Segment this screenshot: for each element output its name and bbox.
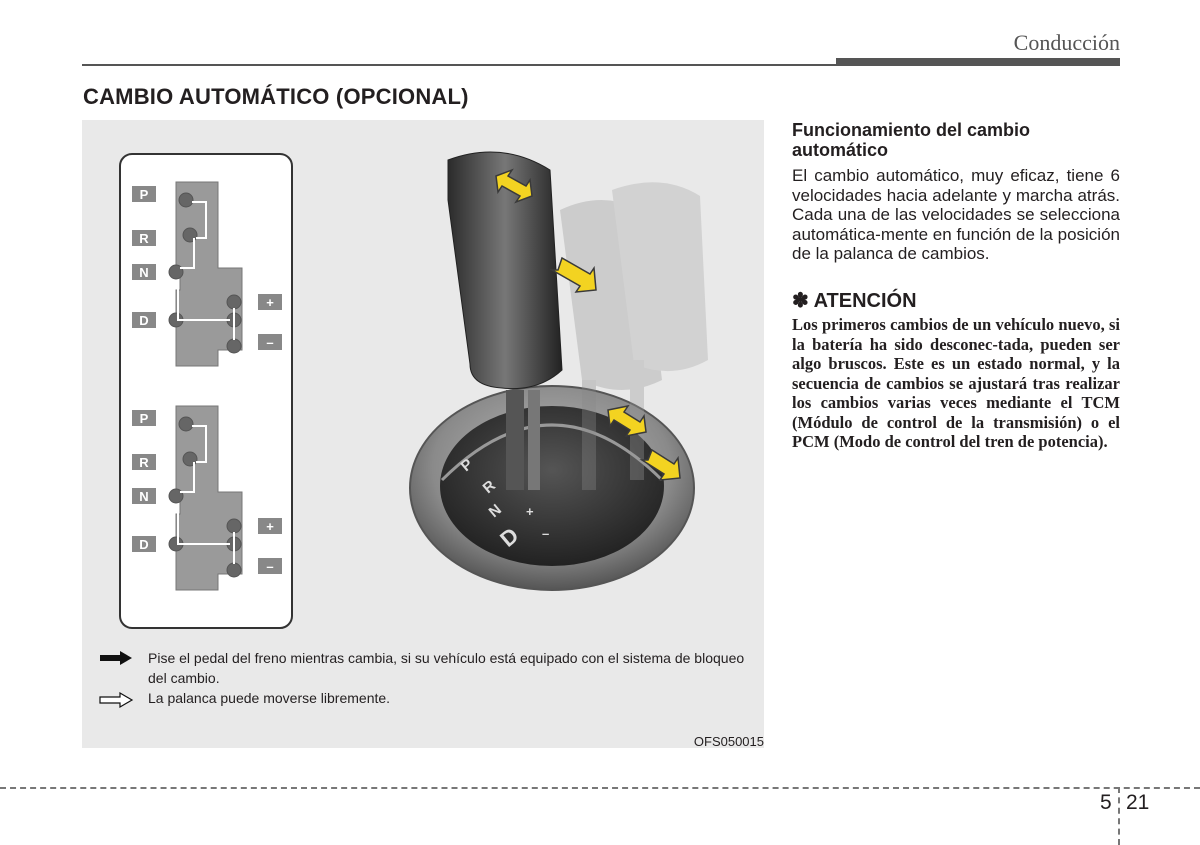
shifter-base — [410, 386, 694, 590]
solid-arrow-icon — [98, 650, 134, 666]
shift-figure — [82, 120, 764, 748]
chapter-number: 5 — [1100, 791, 1112, 814]
header-rule — [82, 64, 837, 66]
body-text: El cambio automático, muy eficaz, tiene 6 velocidades hacia adelante y marcha atrás. Cada una de las velocidades se selecciona automática-mente en función de la posición de la palanca de cambios. — [792, 166, 1120, 263]
caption-free-text: La palanca puede moverse libremente. — [148, 690, 391, 706]
shift-illustration — [82, 120, 764, 640]
attention-text: Los primeros cambios de un vehículo nuevo, si la batería ha sido desconec-tada, pueden ser algo bruscos. Este es un estado normal, y la secuencia de cambios se ajustará tras realizar los cambios varias veces mediante el TCM (Módulo de control de la transmisión) o el PCM (Modo de control del tren de potencia). — [792, 315, 1120, 451]
page-number: 21 — [1126, 791, 1150, 814]
attention-icon: ✽ — [792, 290, 809, 312]
gate-letter-r: R — [139, 231, 149, 246]
gate-letter-p-lower: P — [139, 411, 149, 426]
gate-plus-lower: + — [266, 519, 274, 534]
shifter-plus: + — [526, 504, 534, 519]
footer-divider — [0, 787, 1200, 789]
gate-minus-lower: – — [266, 559, 274, 574]
caption-locked-text: Pise el pedal del freno mientras cambia, si su vehículo está equipado con el sistema de bloqueo del cambio. — [148, 650, 745, 686]
gate-letter-n: N — [139, 265, 149, 280]
section-title: Conducción — [1013, 30, 1120, 55]
gate-letter-p: P — [139, 187, 149, 202]
page-heading: CAMBIO AUTOMÁTICO (OPCIONAL) — [83, 84, 469, 109]
shifter-minus: – — [542, 526, 550, 541]
attention-title: ATENCIÓN — [813, 290, 917, 312]
ghost-lever-positions — [560, 182, 708, 490]
shifter-letter-p: P — [457, 455, 477, 476]
attention-heading — [792, 288, 917, 313]
shifter-letter-d: D — [495, 522, 524, 552]
shifter-letter-n: N — [485, 501, 505, 522]
header-rule-thick — [836, 58, 1120, 66]
figure-code: OFS050015 — [693, 734, 764, 749]
gate-minus: – — [266, 335, 274, 350]
gate-plus: + — [266, 295, 274, 310]
gate-letter-r-lower: R — [139, 455, 149, 470]
footer-divider-vertical — [1118, 787, 1120, 845]
gate-letter-d-lower: D — [139, 537, 149, 552]
outline-arrow-icon — [98, 692, 134, 708]
subsection-heading: Funcionamiento del cambio automático — [792, 120, 1031, 160]
gate-letter-d: D — [139, 313, 149, 328]
shifter-letter-r: R — [479, 477, 499, 498]
gate-letter-n-lower: N — [139, 489, 149, 504]
